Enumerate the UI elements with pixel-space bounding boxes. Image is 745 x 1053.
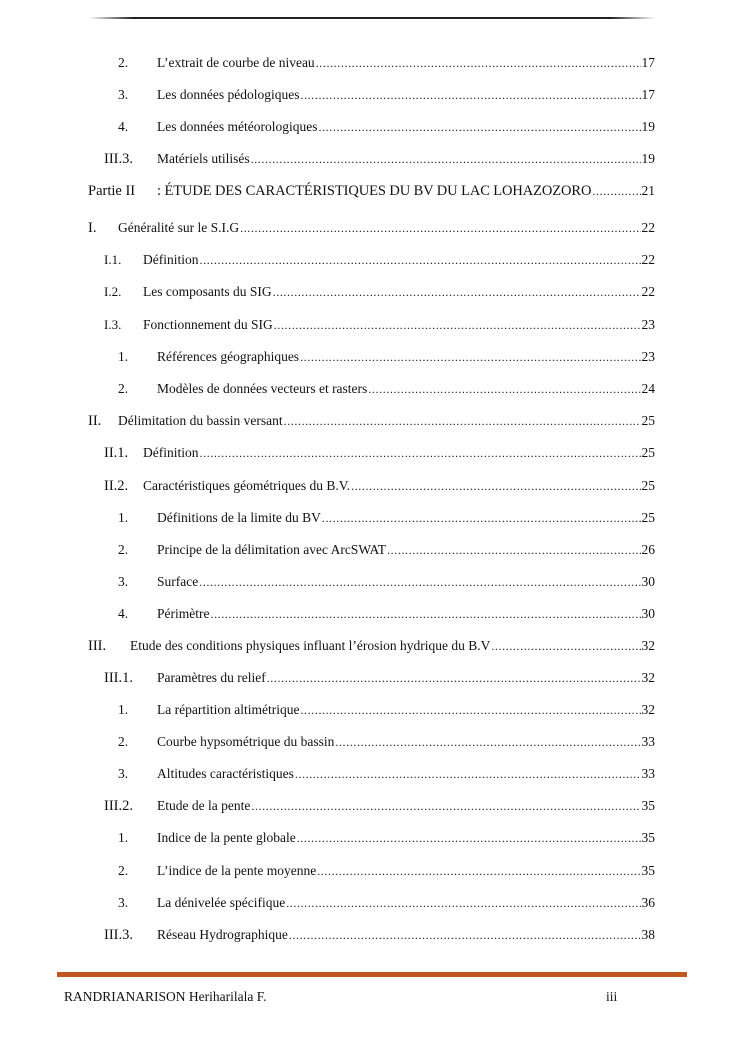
toc-entry-number: 2. [118,542,129,557]
dot-leader [300,699,640,721]
toc-entry-number: III.3. [104,927,133,943]
toc-entry-number: 1. [118,702,129,717]
toc-entry[interactable] [0,475,745,497]
toc-entry-title: Périmètre [157,606,210,621]
toc-entry-title: Modèles de données vecteurs et rasters [157,381,368,396]
toc-part-title: : ÉTUDE DES CARACTÉRISTIQUES DU BV DU LAC LOHAZOZORO [157,183,592,199]
toc-entry-title: L’extrait de courbe de niveau [157,55,315,70]
toc-entry-title: Délimitation du bassin versant [118,413,283,428]
footer-rule [57,972,687,977]
toc-entry-page: 32 [641,638,655,653]
toc-entry-page: 32 [641,702,655,717]
toc-entry-title: Altitudes caractéristiques [157,766,294,781]
toc-part-number: Partie II [88,183,136,199]
toc-entry-title: Réseau Hydrographique [157,927,288,942]
toc-entry-title: Les données météorologiques [157,119,318,134]
footer-page-number: iii [606,989,618,1004]
toc-entry[interactable] [0,346,745,368]
toc-entry-page: 22 [641,252,655,267]
toc-chapter-entry[interactable] [0,635,745,657]
toc-entry[interactable] [0,249,745,271]
toc-entry-number: 3. [118,574,129,589]
toc-entry[interactable] [0,763,745,785]
toc-chapter-entry[interactable] [0,217,745,239]
toc-entry-number: III.1. [104,670,133,686]
toc-entry-title: L’indice de la pente moyenne [157,863,317,878]
toc-entry-page: 23 [641,317,655,332]
toc-entry-title: Matériels utilisés [157,151,250,166]
dot-leader [592,180,640,202]
toc-entry-number: II. [88,413,102,429]
toc-entry-page: 25 [641,510,655,525]
dot-leader [274,314,641,336]
dot-leader [286,892,640,914]
toc-entry-page: 25 [641,413,655,428]
toc-entry-number: 2. [118,863,129,878]
toc-entry[interactable] [0,84,745,106]
toc-entry-number: III.3. [104,151,133,167]
toc-part-entry[interactable] [0,180,745,202]
toc-entry-number: 1. [118,349,129,364]
toc-entry[interactable] [0,442,745,464]
toc-entry-page: 36 [641,895,655,910]
toc-entry-title: Etude de la pente [157,798,251,813]
toc-entry-title: La répartition altimétrique [157,702,300,717]
dot-leader [335,731,640,753]
toc-entry[interactable] [0,603,745,625]
toc-entry-page: 26 [641,542,655,557]
toc-entry-page: 32 [641,670,655,685]
toc-entry[interactable] [0,52,745,74]
toc-entry-page: 35 [641,863,655,878]
toc-entry-title: Surface [157,574,199,589]
toc-entry-title: Caractéristiques géométriques du B.V. [143,478,351,493]
toc-entry-page: 33 [641,766,655,781]
toc-entry-number: I.3. [104,317,122,332]
toc-entry-title: Paramètres du relief [157,670,266,685]
toc-entry-page: 24 [641,381,655,396]
dot-leader [317,860,640,882]
toc-entry[interactable] [0,795,745,817]
toc-entry[interactable] [0,571,745,593]
toc-entry-page: 19 [641,119,655,134]
toc-entry-number: I.1. [104,252,122,267]
dot-leader [300,346,640,368]
toc-entry-number: 1. [118,830,129,845]
toc-entry-number: 2. [118,734,129,749]
toc-entry-title: Etude des conditions physiques influant l’érosion hydrique du B.V [130,638,491,653]
toc-entry[interactable] [0,667,745,689]
dot-leader [199,571,640,593]
toc-entry-number: 4. [118,119,129,134]
toc-entry-page: 30 [641,606,655,621]
toc-entry-title: Références géographiques [157,349,300,364]
dot-leader [200,442,641,464]
toc-entry-number: 2. [118,381,129,396]
toc-entry-page: 35 [641,830,655,845]
dot-leader [284,410,641,432]
toc-entry[interactable] [0,507,745,529]
toc-entry-page: 25 [641,478,655,493]
toc-entry-title: Définitions de la limite du BV [157,510,321,525]
toc-entry-number: I. [88,220,97,236]
toc-entry[interactable] [0,314,745,336]
toc-entry-title: Indice de la pente globale [157,830,296,845]
toc-entry[interactable] [0,827,745,849]
toc-entry-number: II.1. [104,445,129,461]
toc-entry[interactable] [0,378,745,400]
dot-leader [200,249,641,271]
toc-entry[interactable] [0,860,745,882]
dot-leader [351,475,640,497]
toc-entry-page: 33 [641,734,655,749]
dot-leader [210,603,640,625]
toc-entry-page: 21 [641,183,655,198]
toc-entry-number: 3. [118,87,129,102]
dot-leader [251,795,640,817]
toc-entry-number: III.2. [104,798,133,814]
toc-entry-title: Généralité sur le S.I.G [118,220,240,235]
toc-entry-page: 23 [641,349,655,364]
toc-entry-title: Principe de la délimitation avec ArcSWAT [157,542,387,557]
toc-chapter-entry[interactable] [0,410,745,432]
toc-entry-page: 30 [641,574,655,589]
toc-entry-title: Courbe hypsométrique du bassin [157,734,335,749]
toc-entry-number: 2. [118,55,129,70]
toc-entry-number: 3. [118,766,129,781]
toc-entry-number: 4. [118,606,129,621]
toc-entry-number: 1. [118,510,129,525]
toc-entry-page: 35 [641,798,655,813]
dot-leader [273,281,641,303]
dot-leader [387,539,640,561]
dot-leader [491,635,640,657]
footer-author: RANDRIANARISON Heriharilala F. [64,989,267,1004]
toc-entry[interactable] [0,892,745,914]
toc-entry-number: II.2. [104,478,129,494]
toc-entry-page: 22 [641,220,655,235]
toc-entry[interactable] [0,281,745,303]
toc-entry-page: 38 [641,927,655,942]
dot-leader [289,924,641,946]
toc-entry-page: 17 [641,55,655,70]
dot-leader [300,84,640,106]
toc-entry-number: I.2. [104,284,122,299]
dot-leader [368,378,640,400]
toc-entry-title: Fonctionnement du SIG [143,317,273,332]
dot-leader [297,827,641,849]
toc-entry-page: 17 [641,87,655,102]
dot-leader [316,52,641,74]
toc-entry-title: Les données pédologiques [157,87,300,102]
toc-entry-page: 22 [641,284,655,299]
toc-entry-title: Définition [143,252,199,267]
toc-entry[interactable] [0,924,745,946]
toc-entry[interactable] [0,116,745,138]
toc-entry[interactable] [0,731,745,753]
dot-leader [318,116,640,138]
dot-leader [251,148,641,170]
toc-entry[interactable] [0,699,745,721]
dot-leader [322,507,641,529]
toc-entry[interactable] [0,148,745,170]
toc-entry-title: Les composants du SIG [143,284,272,299]
header-rule [88,17,656,19]
toc-entry[interactable] [0,539,745,561]
toc-entry-number: 3. [118,895,129,910]
toc-entry-page: 25 [641,445,655,460]
dot-leader [267,667,641,689]
toc-entry-title: La dénivelée spécifique [157,895,286,910]
toc-entry-page: 19 [641,151,655,166]
toc-entry-title: Définition [143,445,199,460]
dot-leader [295,763,641,785]
dot-leader [240,217,640,239]
toc-entry-number: III. [88,638,107,654]
